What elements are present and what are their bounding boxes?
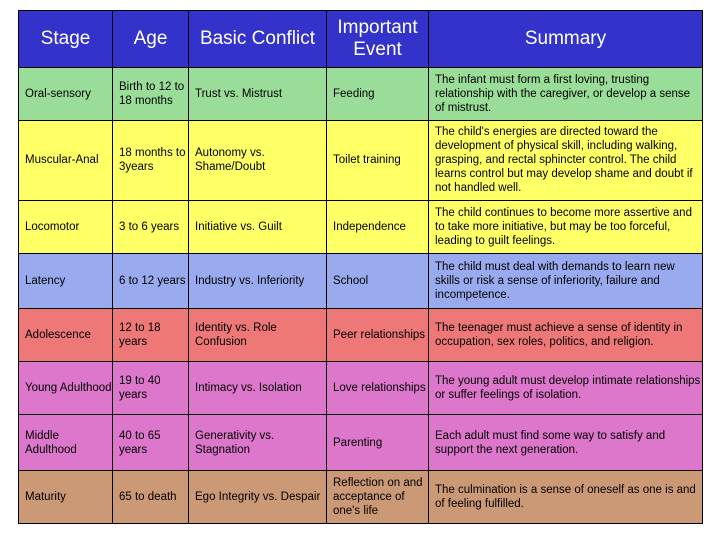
age-cell: 3 to 6 years	[113, 200, 189, 253]
conflict-cell: Intimacy vs. Isolation	[189, 362, 327, 415]
conflict-cell: Initiative vs. Guilt	[189, 200, 327, 253]
stage-cell: Oral-sensory	[19, 68, 113, 121]
table-row	[19, 68, 703, 121]
conflict-cell: Autonomy vs. Shame/Doubt	[189, 121, 327, 200]
table-row	[19, 200, 703, 253]
summary-cell: The child must deal with demands to learn new skills or risk a sense of inferiority, failure and incompetence.	[429, 253, 703, 308]
table-body	[19, 68, 703, 524]
event-cell: Feeding	[327, 68, 429, 121]
erikson-stages-table	[18, 10, 703, 524]
age-cell: 65 to death	[113, 470, 189, 523]
event-cell: Reflection on and acceptance of one's life	[327, 470, 429, 523]
age-cell: 18 months to 3years	[113, 121, 189, 200]
table-header	[19, 11, 703, 68]
event-cell: Parenting	[327, 415, 429, 470]
stage-cell: Young Adulthood	[19, 362, 113, 415]
header-important-event: Important Event	[327, 11, 429, 68]
header-basic-conflict: Basic Conflict	[189, 11, 327, 68]
conflict-cell: Identity vs. Role Confusion	[189, 309, 327, 362]
header-row	[19, 11, 703, 68]
summary-cell: Each adult must find some way to satisfy and support the next generation.	[429, 415, 703, 470]
stage-cell: Muscular-Anal	[19, 121, 113, 200]
conflict-cell: Trust vs. Mistrust	[189, 68, 327, 121]
table-row	[19, 121, 703, 200]
stage-cell: Maturity	[19, 470, 113, 523]
event-cell: Toilet training	[327, 121, 429, 200]
summary-cell: The teenager must achieve a sense of identity in occupation, sex roles, politics, and religion.	[429, 309, 703, 362]
table-row	[19, 470, 703, 523]
table-row	[19, 362, 703, 415]
table-row	[19, 309, 703, 362]
conflict-cell: Industry vs. Inferiority	[189, 253, 327, 308]
age-cell: 40 to 65 years	[113, 415, 189, 470]
stage-cell: Middle Adulthood	[19, 415, 113, 470]
age-cell: Birth to 12 to 18 months	[113, 68, 189, 121]
stage-cell: Adolescence	[19, 309, 113, 362]
conflict-cell: Generativity vs. Stagnation	[189, 415, 327, 470]
summary-cell: The infant must form a first loving, trusting relationship with the caregiver, or develop a sense of mistrust.	[429, 68, 703, 121]
event-cell: Independence	[327, 200, 429, 253]
table-row	[19, 253, 703, 308]
summary-cell: The child continues to become more assertive and to take more initiative, but may be too forceful, leading to guilt feelings.	[429, 200, 703, 253]
age-cell: 12 to 18 years	[113, 309, 189, 362]
summary-cell: The child's energies are directed toward the development of physical skill, including walking, grasping, and rectal sphincter control. The child learns control but may develop shame and doubt if not handled well.	[429, 121, 703, 200]
header-summary: Summary	[429, 11, 703, 68]
stage-cell: Locomotor	[19, 200, 113, 253]
table-row	[19, 415, 703, 470]
conflict-cell: Ego Integrity vs. Despair	[189, 470, 327, 523]
summary-cell: The culmination is a sense of oneself as one is and of feeling fulfilled.	[429, 470, 703, 523]
age-cell: 19 to 40 years	[113, 362, 189, 415]
event-cell: Peer relationships	[327, 309, 429, 362]
event-cell: School	[327, 253, 429, 308]
age-cell: 6 to 12 years	[113, 253, 189, 308]
summary-cell: The young adult must develop intimate relationships or suffer feelings of isolation.	[429, 362, 703, 415]
event-cell: Love relationships	[327, 362, 429, 415]
header-stage: Stage	[19, 11, 113, 68]
header-age: Age	[113, 11, 189, 68]
stage-cell: Latency	[19, 253, 113, 308]
